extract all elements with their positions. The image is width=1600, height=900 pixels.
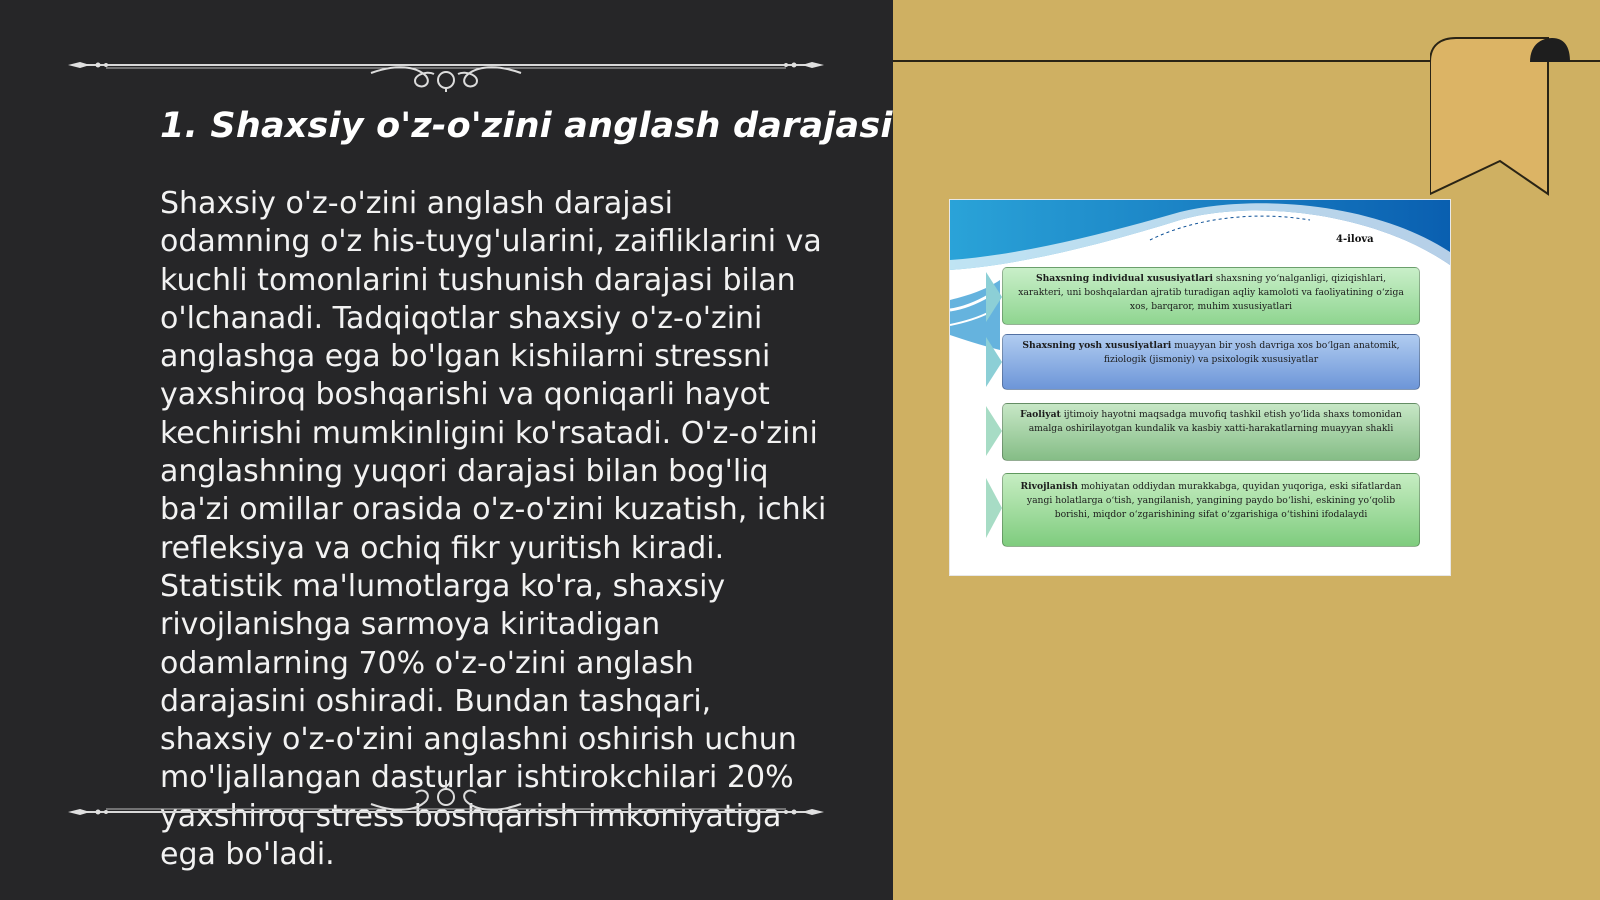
definition-box bbox=[1002, 334, 1420, 390]
illustration-image bbox=[950, 200, 1450, 575]
figure-tag: 4-ilova bbox=[1336, 234, 1374, 245]
chevron-right-icon bbox=[986, 337, 1002, 387]
chevron-right-icon bbox=[986, 406, 1002, 456]
definition-box bbox=[1002, 267, 1420, 325]
ornament-divider-bottom-icon bbox=[66, 780, 826, 830]
definition-text: ijtimoiy hayotni maqsadga muvofiq tashkil etish yo‘lida shaxs tomonidan amalga oshirilayotgan kundalik va kasbiy xatti-harakatlarning muayyan shakli bbox=[1028, 409, 1402, 434]
slide-title: 1. Shaxsiy o'z-o'zini anglash darajasi bbox=[160, 106, 893, 146]
slide-body-text: Shaxsiy o'z-o'zini anglash darajasi odamning o'z his-tuyg'ularini, zaifliklarini va kuchli tomonlarini tushunish darajasi bilan o'lchanadi. Tadqiqotlar shaxsiy o'z-o'zini anglashga ega bo'lgan kishilarni stressni yaxshiroq boshqarishi va qoniqarli hayot kechirishi mumkinligini ko'rsatadi. O'z-o'zini anglashning yuqori darajasi bilan bog'liq ba'zi omillar orasida o'z-o'zini kuzatish, ichki refleksiya va ochiq fikr yuritish kiradi. Statistik ma'lumotlarga ko'ra, shaxsiy rivojlanishga sarmoya kiritadigan odamlarning 70% o'z-o'zini anglash darajasini oshiradi. Bundan tashqari, shaxsiy o'z-o'zini anglashni oshirish uchun mo'ljallangan dasturlar ishtirokchilari 20% yaxshiroq stress boshqarish imkoniyatiga ega bo'ladi. bbox=[160, 186, 827, 873]
definition-term: Shaxsning individual xususiyatlari bbox=[1035, 273, 1213, 284]
definition-term: Shaxsning yosh xususiyatlari bbox=[1022, 340, 1172, 351]
bookmark-ribbon-icon bbox=[1430, 36, 1570, 196]
chevron-right-icon bbox=[986, 478, 1002, 538]
definition-box bbox=[1002, 473, 1420, 547]
chevron-right-icon bbox=[986, 272, 1002, 322]
definition-text: mohiyatan oddiydan murakkabga, quyidan yuqoriga, eski sifatlardan yangi holatlarga o‘tish, yangilanish, yangining paydo bo‘lishi, eskining yo‘qolib borishi, miqdor o‘zgarishining sifat o‘zgarishiga o‘tishini ifodalaydi bbox=[1026, 481, 1402, 520]
definition-text: shaxsning yo‘nalganligi, qiziqishlari, xarakteri, uni boshqalardan ajratib turadigan aqliy kamoloti va faoliyatining o‘ziga xos, barqaror, muhim xususiyatlari bbox=[1018, 273, 1404, 312]
ornament-divider-top-icon bbox=[66, 42, 826, 92]
definition-text: muayyan bir yosh davriga xos bo‘lgan anatomik, fiziologik (jismoniy) va psixologik xususiyatlar bbox=[1103, 340, 1400, 365]
definition-box bbox=[1002, 403, 1420, 461]
definition-term: Rivojlanish bbox=[1020, 481, 1078, 492]
definition-term: Faoliyat bbox=[1020, 409, 1061, 420]
